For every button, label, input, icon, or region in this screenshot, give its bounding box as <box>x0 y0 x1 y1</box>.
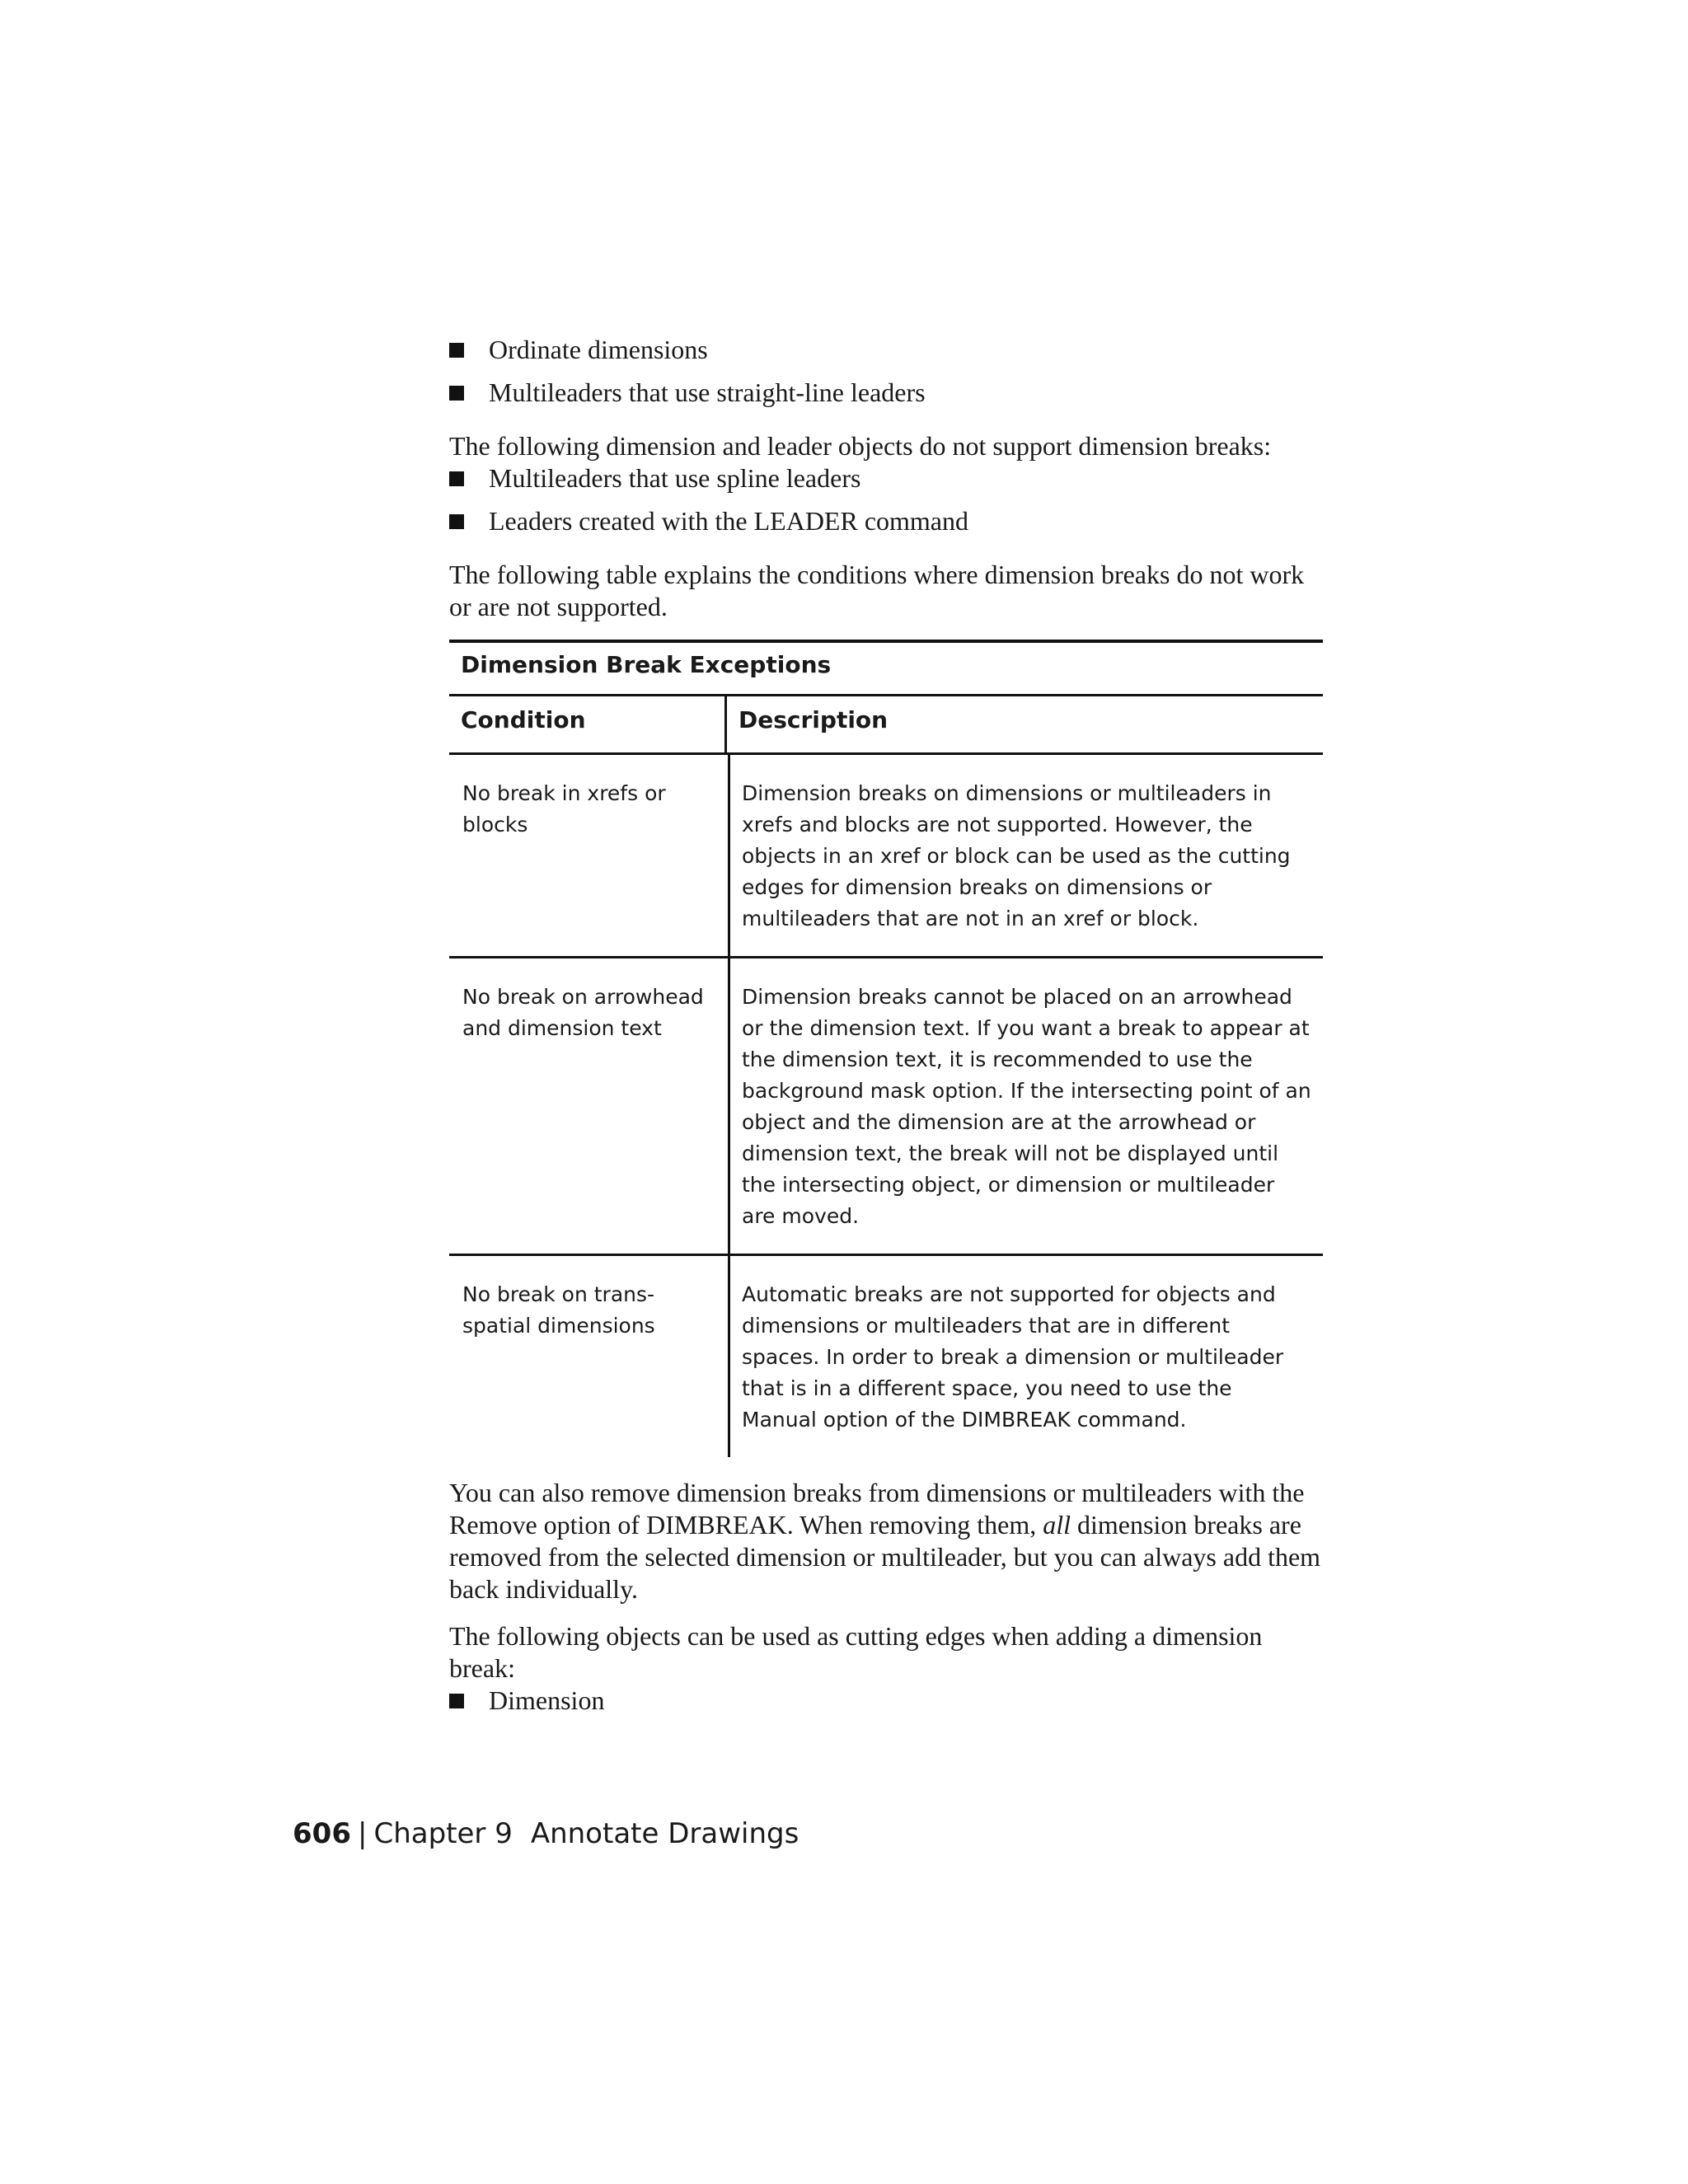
paragraph-table-intro: The following table explains the conditions where dimension breaks do not work or are not supported. <box>449 560 1305 621</box>
list-item-text: Multileaders that use straight-line leaders <box>489 377 926 407</box>
description-cell: Automatic breaks are not supported for objects and dimensions or multileaders that are in different spaces. In order to break a dimension or multileader that is in a different space, you need to use the Manual option of the DIMBREAK command. <box>742 1282 1284 1432</box>
paragraph-text: dimension breaks are removed from the selected dimension or multileader, but you can always add them back individually. <box>449 1510 1321 1604</box>
emphasis-text: all <box>1043 1510 1071 1540</box>
chapter-label: Chapter 9 <box>373 1817 513 1850</box>
page-content <box>449 334 1323 1727</box>
column-header-description: Description <box>738 706 889 733</box>
condition-cell: No break on arrowhead and dimension text <box>449 958 730 1254</box>
square-bullet-icon <box>449 386 464 401</box>
table-row <box>449 1256 1323 1457</box>
paragraph-unsupported-intro: The following dimension and leader objects do not support dimension breaks: <box>449 431 1272 461</box>
table-header-row <box>449 696 1323 755</box>
table-row <box>449 755 1323 958</box>
list-item <box>449 462 1323 494</box>
square-bullet-icon <box>449 343 464 358</box>
exceptions-table <box>449 640 1323 1457</box>
footer-separator: | <box>357 1817 368 1850</box>
description-cell: Dimension breaks cannot be placed on an arrowhead or the dimension text. If you want a break to appear at the dimension text, it is recommended to use the background mask option. If the intersecting point of an object and the dimension are at the arrowhead or dimension text, the break will not be displayed until the intersecting object, or dimension or multileader are moved. <box>742 985 1311 1228</box>
chapter-title: Annotate Drawings <box>530 1817 799 1850</box>
page-footer <box>293 1817 799 1850</box>
bullet-list-cutting-edges <box>449 1685 1323 1717</box>
list-item-text: Dimension <box>489 1685 605 1715</box>
paragraph-cutting-edges: The following objects can be used as cutting edges when adding a dimension break: <box>449 1621 1263 1683</box>
square-bullet-icon <box>449 471 464 486</box>
list-item <box>449 1685 1323 1717</box>
square-bullet-icon <box>449 1694 464 1708</box>
paragraph-text: You can also remove dimension breaks from dimensions or multileaders with the Remove option of DIMBREAK. When removing them, <box>449 1478 1305 1540</box>
table-row <box>449 958 1323 1256</box>
list-item <box>449 377 1323 409</box>
list-item-text: Leaders created with the LEADER command <box>489 506 968 536</box>
bullet-list-unsupported <box>449 462 1323 537</box>
condition-cell: No break in xrefs or blocks <box>449 755 730 956</box>
square-bullet-icon <box>449 514 464 529</box>
condition-cell: No break on trans-spatial dimensions <box>449 1256 730 1457</box>
list-item <box>449 505 1323 537</box>
list-item <box>449 334 1323 366</box>
bullet-list-supported <box>449 334 1323 409</box>
paragraph-remove-breaks <box>449 1477 1323 1605</box>
page-number: 606 <box>293 1817 351 1850</box>
list-item-text: Ordinate dimensions <box>489 335 708 364</box>
column-header-condition: Condition <box>449 696 727 752</box>
description-cell: Dimension breaks on dimensions or multileaders in xrefs and blocks are not supported. However, the objects in an xref or block can be used as the cutting edges for dimension breaks on dimensions or multileaders that are not in an xref or block. <box>742 781 1291 930</box>
table-title: Dimension Break Exceptions <box>449 643 1323 696</box>
list-item-text: Multileaders that use spline leaders <box>489 463 861 493</box>
